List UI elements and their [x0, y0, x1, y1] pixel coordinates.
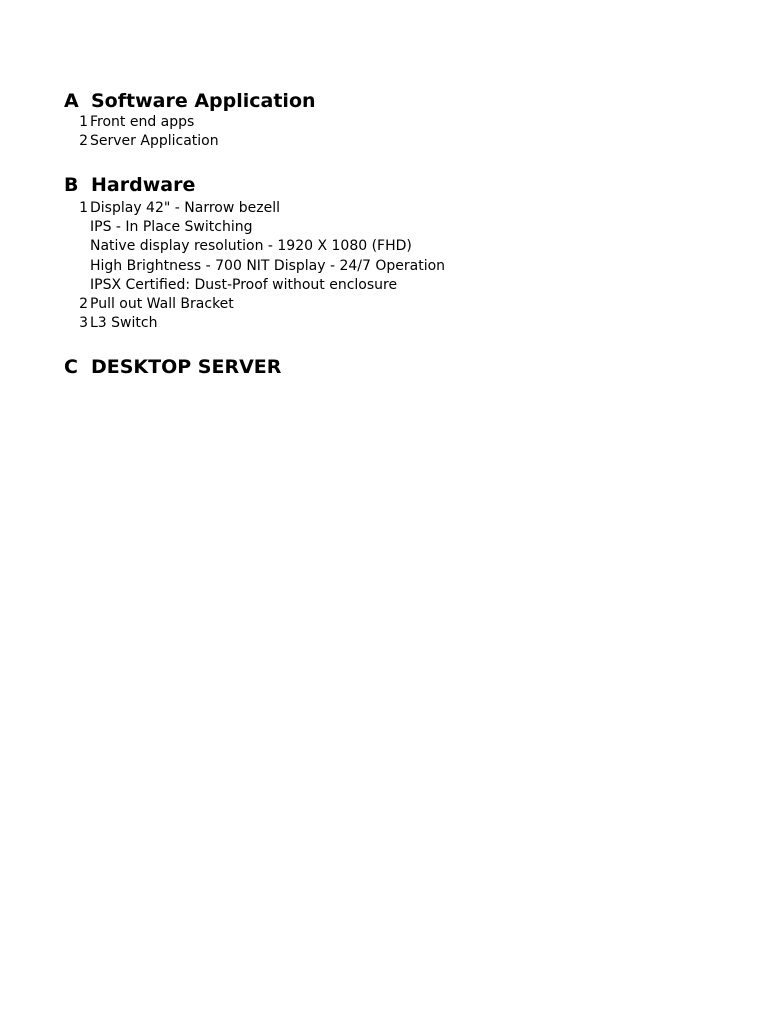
item-text: Server Application [90, 133, 219, 149]
item-text: Display 42" - Narrow bezell [90, 200, 280, 216]
item-text: IPS - In Place Switching [90, 219, 253, 235]
item-text: L3 Switch [90, 315, 158, 331]
item-text: Native display resolution - 1920 X 1080 (FHD) [90, 238, 412, 254]
item-text: Pull out Wall Bracket [90, 296, 234, 312]
item-text: IPSX Certified: Dust-Proof without enclosure [90, 277, 398, 293]
item-number: 1 [79, 114, 88, 130]
item-number: 3 [79, 315, 88, 331]
section-letter: B [64, 174, 79, 196]
section-letter: A [64, 90, 79, 112]
item-number: 1 [79, 200, 88, 216]
item-text: High Brightness - 700 NIT Display - 24/7 Operation [90, 258, 446, 274]
section-title: Software Application [91, 90, 316, 112]
item-text: Front end apps [90, 114, 195, 130]
section-letter: C [64, 356, 78, 378]
item-number: 2 [79, 296, 88, 312]
section-title: Hardware [91, 174, 196, 196]
section-title: DESKTOP SERVER [91, 356, 282, 378]
item-number: 2 [79, 133, 88, 149]
